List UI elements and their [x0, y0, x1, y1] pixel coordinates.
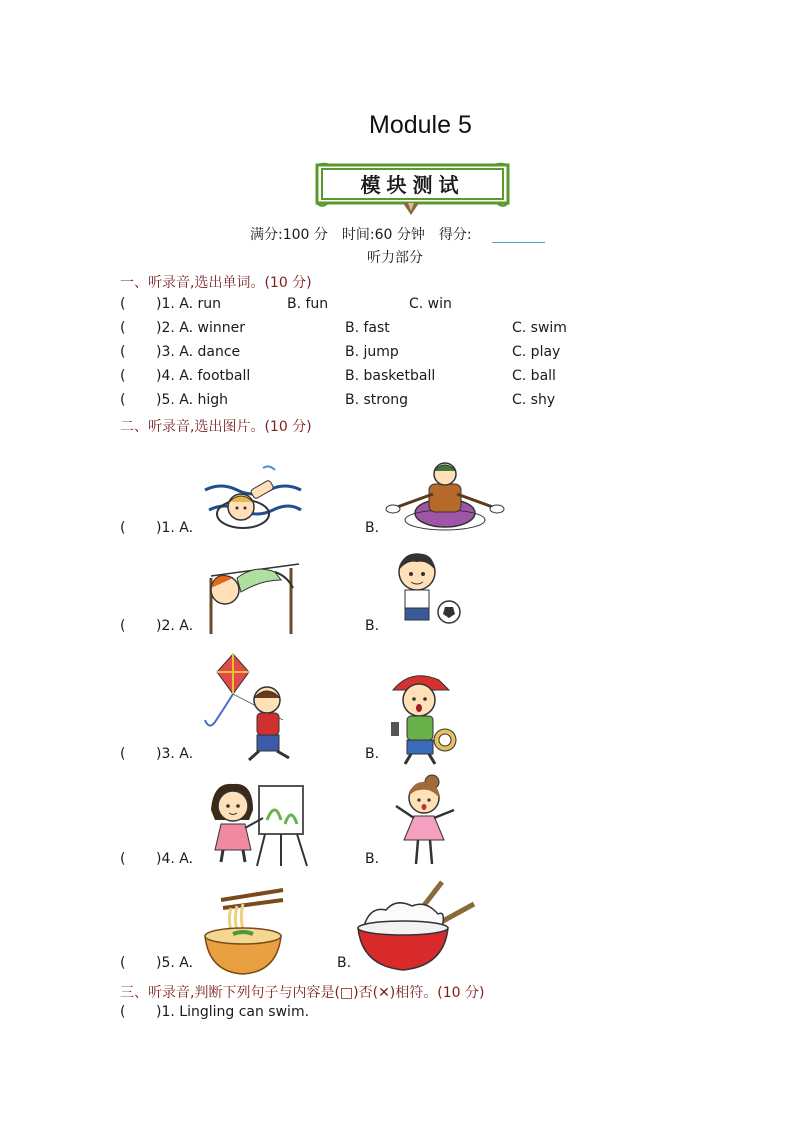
s2-q4-option-a: )4. A.: [156, 851, 194, 867]
s1-q2-option-b: B. fast: [345, 320, 390, 336]
s1-q5-paren[interactable]: (: [120, 392, 126, 408]
s1-q4-option-a: )4. A. football: [156, 368, 251, 384]
s1-q3-option-b: B. jump: [345, 344, 399, 360]
s2-q3-paren[interactable]: (: [120, 746, 126, 762]
s1-q1-paren[interactable]: (: [120, 296, 126, 312]
noodles-bowl-illustration[interactable]: [203, 888, 285, 976]
s2-q2-option-b: B.: [365, 618, 380, 634]
section1-heading: 一、听录音,选出单词。(10 分): [120, 275, 312, 291]
s1-q4-paren[interactable]: (: [120, 368, 126, 384]
rice-bowl-illustration[interactable]: [356, 878, 478, 976]
child-swimming-illustration[interactable]: [203, 462, 303, 537]
boy-flying-kite-illustration[interactable]: [203, 650, 303, 765]
s2-q5-paren[interactable]: (: [120, 955, 126, 971]
s2-q4-paren[interactable]: (: [120, 851, 126, 867]
s1-q1-option-c: C. win: [409, 296, 452, 312]
section2-heading: 二、听录音,选出图片。(10 分): [120, 419, 312, 435]
s2-q5-option-a: )5. A.: [156, 955, 194, 971]
s3-q1-paren[interactable]: (: [120, 1004, 126, 1020]
child-rowing-boat-illustration[interactable]: [385, 458, 505, 538]
s2-q1-paren[interactable]: (: [120, 520, 126, 536]
banner-text: 模块测试: [360, 173, 465, 197]
s1-q5-option-a: )5. A. high: [156, 392, 229, 408]
section3-heading: 三、听录音,判断下列句子与内容是(□)否(✕)相符。(10 分): [120, 985, 485, 1001]
s1-q3-option-a: )3. A. dance: [156, 344, 241, 360]
listening-part-label: 听力部分: [367, 250, 423, 266]
s2-q1-option-b: B.: [365, 520, 380, 536]
module-test-banner: [315, 162, 510, 217]
s1-q2-option-c: C. swim: [512, 320, 567, 336]
s2-q2-option-a: )2. A.: [156, 618, 194, 634]
s2-q2-paren[interactable]: (: [120, 618, 126, 634]
s1-q1-option-b: B. fun: [287, 296, 329, 312]
boy-singing-with-tambourine-illustration[interactable]: [383, 668, 463, 766]
s2-q3-option-a: )3. A.: [156, 746, 194, 762]
s1-q4-option-b: B. basketball: [345, 368, 436, 384]
s1-q3-paren[interactable]: (: [120, 344, 126, 360]
s1-q2-option-a: )2. A. winner: [156, 320, 245, 336]
s3-q1-text: )1. Lingling can swim.: [156, 1004, 310, 1020]
s1-q1-option-a: )1. A. run: [156, 296, 222, 312]
girl-painting-illustration[interactable]: [205, 780, 313, 868]
high-jump-illustration[interactable]: [203, 558, 308, 636]
s1-q3-option-c: C. play: [512, 344, 561, 360]
s1-q5-option-b: B. strong: [345, 392, 409, 408]
s2-q4-option-b: B.: [365, 851, 380, 867]
girl-dancing-illustration[interactable]: [392, 772, 458, 870]
score-line: 满分:100 分 时间:60 分钟 得分:: [250, 227, 472, 243]
s1-q2-paren[interactable]: (: [120, 320, 126, 336]
s2-q1-option-a: )1. A.: [156, 520, 194, 536]
page-title: Module 5: [369, 111, 472, 139]
s1-q4-option-c: C. ball: [512, 368, 556, 384]
s2-q5-option-b: B.: [337, 955, 352, 971]
boy-playing-football-illustration[interactable]: [385, 550, 465, 628]
score-blank[interactable]: [492, 242, 545, 243]
s2-q3-option-b: B.: [365, 746, 380, 762]
s1-q5-option-c: C. shy: [512, 392, 556, 408]
